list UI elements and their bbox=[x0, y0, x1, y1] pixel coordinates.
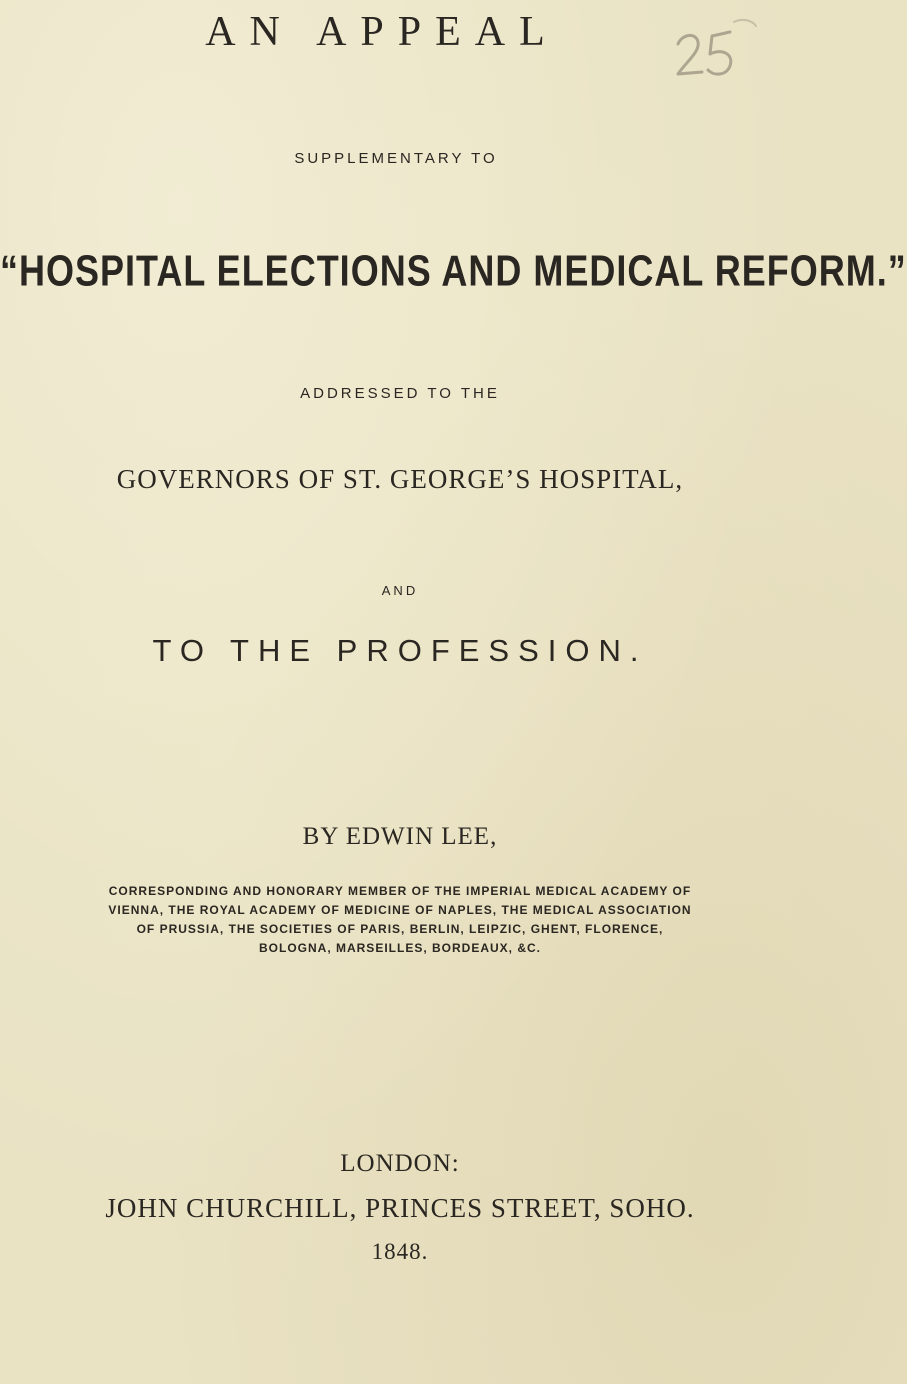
and-line: AND bbox=[381, 583, 419, 598]
addressed-line: ADDRESSED TO THE bbox=[300, 385, 500, 402]
credentials-line: VIENNA, THE ROYAL ACADEMY OF MEDICINE OF NAPLES, THE MEDICAL ASSOCIATION bbox=[108, 903, 692, 917]
handwritten-shelf-mark-icon bbox=[664, 14, 760, 94]
credentials-line: BOLOGNA, MARSEILLES, BORDEAUX, &C. bbox=[258, 941, 541, 955]
supplementary-line: SUPPLEMENTARY TO bbox=[294, 150, 498, 167]
imprint-publisher: JOHN CHURCHILL, PRINCES STREET, SOHO. bbox=[105, 1193, 695, 1223]
credentials-line: OF PRUSSIA, THE SOCIETIES OF PARIS, BERLIN, LEIPZIC, GHENT, FLORENCE, bbox=[136, 922, 664, 936]
main-title: AN APPEAL bbox=[205, 9, 559, 55]
imprint-year: 1848. bbox=[371, 1239, 429, 1264]
pamphlet-title: “HOSPITAL ELECTIONS AND MEDICAL REFORM.” bbox=[0, 246, 907, 296]
profession-line: TO THE PROFESSION. bbox=[152, 633, 648, 668]
credentials-line: CORRESPONDING AND HONORARY MEMBER OF THE IMPERIAL MEDICAL ACADEMY OF bbox=[108, 884, 692, 898]
author-line: BY EDWIN LEE, bbox=[302, 823, 498, 850]
governors-line: GOVERNORS OF ST. GEORGE’S HOSPITAL, bbox=[116, 464, 684, 494]
author-credentials bbox=[0, 882, 800, 958]
imprint-place: LONDON: bbox=[340, 1150, 460, 1177]
